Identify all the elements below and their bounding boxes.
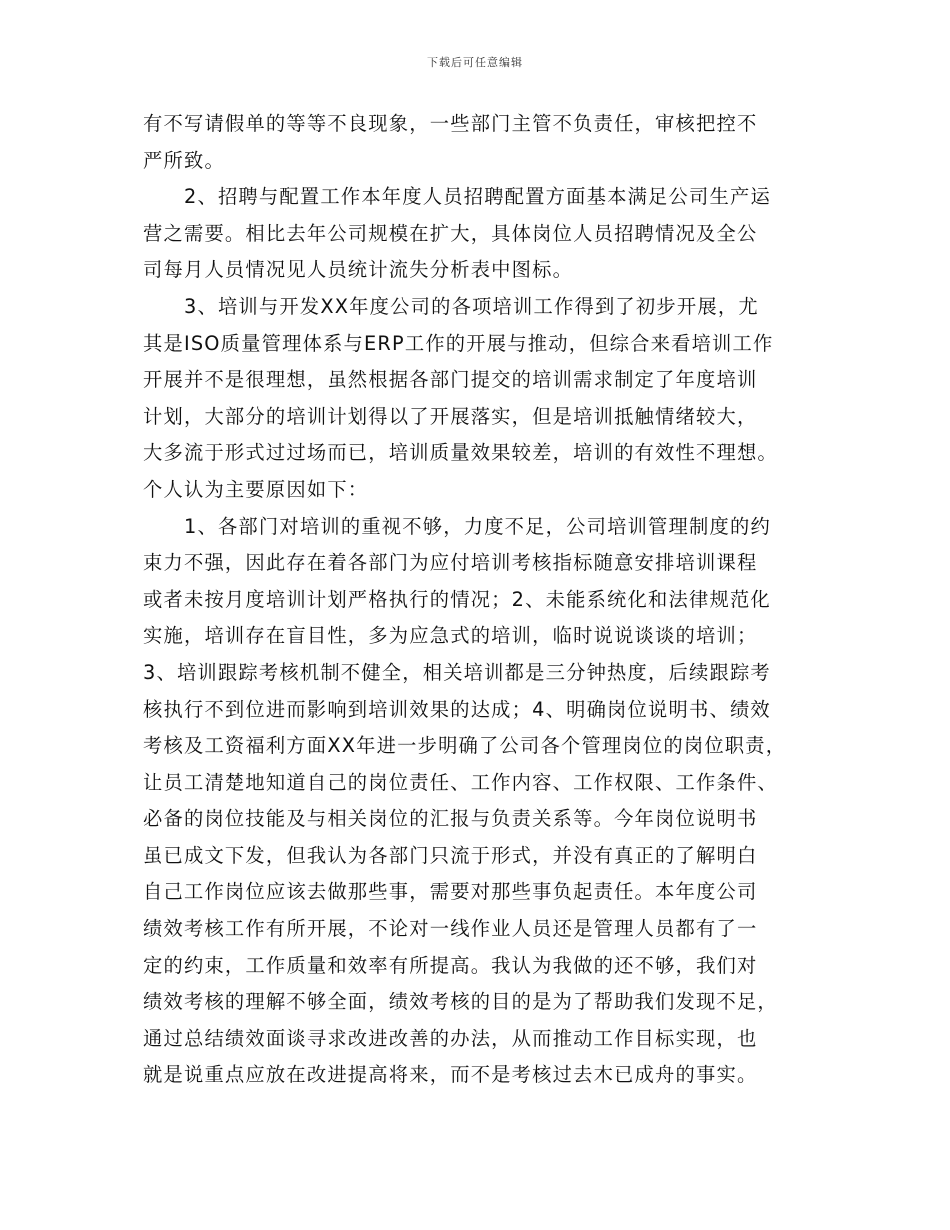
text-line: 实施，培训存在盲目性，多为应急式的培训，临时说说谈谈的培训； — [143, 624, 758, 648]
paragraph-start-line: 1、各部门对培训的重视不够，力度不足，公司培训管理制度的约 — [184, 514, 771, 538]
text-line: 3、培训跟踪考核机制不健全，相关培训都是三分钟热度，后续跟踪考 — [143, 660, 771, 684]
text-line: 让员工清楚地知道自己的岗位责任、工作内容、工作权限、工作条件、 — [143, 770, 778, 794]
text-line: 定的约束，工作质量和效率有所提高。我认为我做的还不够，我们对 — [143, 953, 758, 977]
text-line: 通过总结绩效面谈寻求改进改善的办法，从而推动工作目标实现，也 — [143, 1026, 758, 1050]
paragraph-start-line: 3、培训与开发XX年度公司的各项培训工作得到了初步开展，尤 — [184, 294, 759, 318]
text-line: 司每月人员情况见人员统计流失分析表中图标。 — [143, 258, 574, 282]
text-line: 考核及工资福利方面XX年进一步明确了公司各个管理岗位的岗位职责， — [143, 734, 787, 758]
text-line: 自己工作岗位应该去做那些事，需要对那些事负起责任。本年度公司 — [143, 880, 758, 904]
text-line: 有不写请假单的等等不良现象，一些部门主管不负责任，审核把控不 — [143, 112, 758, 135]
text-line: 就是说重点应放在改进提高将来，而不是考核过去木已成舟的事实。 — [143, 1063, 758, 1087]
paragraph-start-line: 2、招聘与配置工作本年度人员招聘配置方面基本满足公司生产运 — [184, 185, 771, 209]
text-line: 束力不强，因此存在着各部门为应付培训考核指标随意安排培训课程 — [143, 551, 758, 575]
text-line: 绩效考核工作有所开展，不论对一线作业人员还是管理人员都有了一 — [143, 917, 758, 941]
text-line: 或者未按月度培训计划严格执行的情况；2、未能系统化和法律规范化 — [143, 587, 771, 611]
text-line: 其是ISO质量管理体系与ERP工作的开展与推动，但综合来看培训工作 — [143, 331, 774, 355]
text-line: 虽已成文下发，但我认为各部门只流于形式，并没有真正的了解明白 — [143, 843, 758, 867]
text-line: 必备的岗位技能及与相关岗位的汇报与负责关系等。今年岗位说明书 — [143, 807, 758, 831]
text-line: 营之需要。相比去年公司规模在扩大，具体岗位人员招聘情况及全公 — [143, 221, 758, 245]
text-line: 核执行不到位进而影响到培训效果的达成；4、明确岗位说明书、绩效 — [143, 697, 771, 721]
text-line: 大多流于形式过过场而已，培训质量效果较差，培训的有效性不理想。 — [143, 441, 778, 465]
page-header: 下载后可任意编辑 — [427, 56, 523, 69]
document-body — [143, 106, 823, 1094]
text-line: 严所致。 — [143, 148, 225, 172]
text-line: 绩效考核的理解不够全面，绩效考核的目的是为了帮助我们发现不足， — [143, 990, 778, 1014]
text-line: 个人认为主要原因如下： — [143, 477, 369, 501]
text-line: 开展并不是很理想，虽然根据各部门提交的培训需求制定了年度培训 — [143, 368, 758, 392]
text-line: 计划，大部分的培训计划得以了开展落实，但是培训抵触情绪较大， — [143, 404, 758, 428]
